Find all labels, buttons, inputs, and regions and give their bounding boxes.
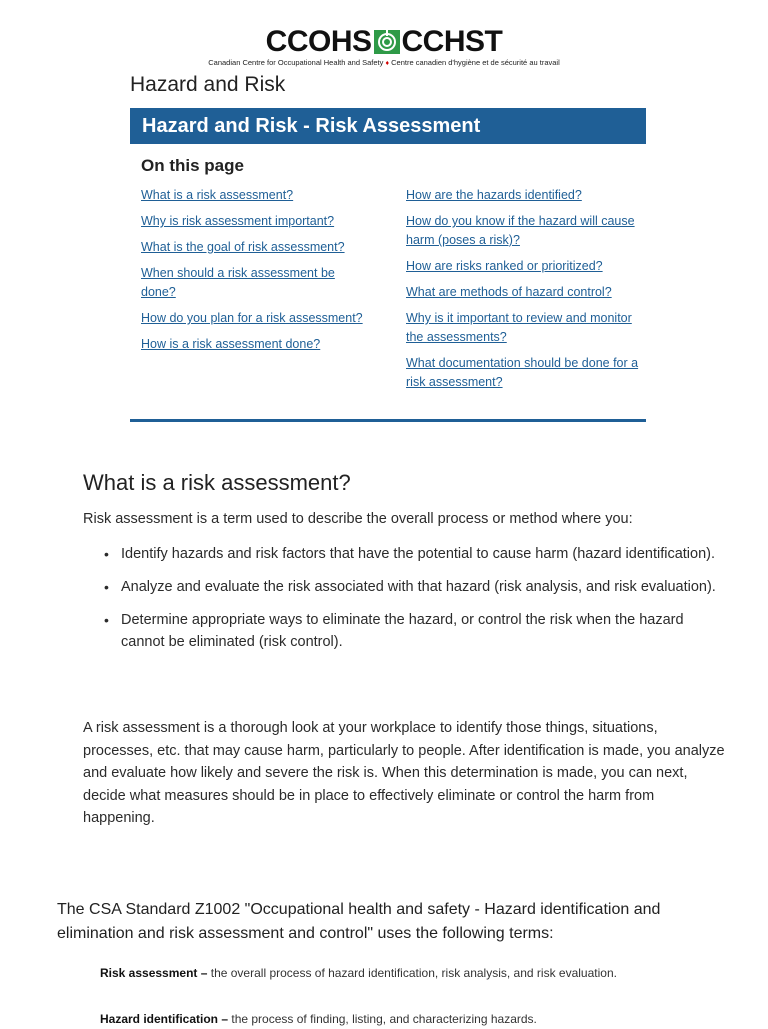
toc-link-why-important[interactable]: Why is risk assessment important? [141,214,335,228]
toc-link-documentation[interactable]: What documentation should be done for a risk assessment? [406,356,639,389]
toc-link-control-methods[interactable]: What are methods of hazard control? [406,285,612,299]
toc-link-hazards-identified[interactable]: How are the hazards identified? [406,188,582,202]
toc-divider [130,419,646,422]
term-definition [100,1010,620,1029]
term-definition [100,964,620,983]
section-paragraph: A risk assessment is a thorough look at your workplace to identify those things, situations, processes, etc. that may cause harm, particularly to people. After identification is made, you analyze and evaluate how likely and severe the risk is. When this determination is made, you can next, decide what measures should be in place to effectively eliminate or control the harm from happening. [83,720,725,826]
list-item: • Determine appropriate ways to eliminate the hazard, or control the risk when the hazard cannot be eliminated (risk control). [83,609,723,653]
logo-emblem-icon [374,30,400,54]
logo-subtitle-en: Canadian Centre for Occupational Health and Safety [208,58,384,67]
list-item: • Analyze and evaluate the risk associated with that hazard (risk analysis, and risk evaluation). [83,576,723,598]
maple-leaf-icon: ♦ [385,60,390,67]
logo-subtitle [0,58,768,67]
toc-link-what-is[interactable]: What is a risk assessment? [141,188,294,202]
toc-link-when[interactable]: When should a risk assessment be done? [141,266,335,299]
toc-left-column [141,186,371,361]
term-name: Hazard identification – [100,1012,229,1026]
site-logo[interactable] [0,27,768,67]
term-name: Risk assessment – [100,966,208,980]
toc-right-column [406,186,641,399]
logo-subtitle-fr: Centre canadien d'hygiène et de sécurité au travail [391,58,560,67]
logo-wordmark [0,27,768,57]
site-title: Hazard and Risk [130,73,286,96]
list-item: • Identify hazards and risk factors that have the potential to cause harm (hazard identification). [83,543,723,565]
toc-link-ranked[interactable]: How are risks ranked or prioritized? [406,259,603,273]
page-title: Hazard and Risk - Risk Assessment [130,108,646,144]
section-intro: Risk assessment is a term used to describe the overall process or method where you: [83,511,633,527]
section-heading: What is a risk assessment? [83,470,351,495]
toc-link-goal[interactable]: What is the goal of risk assessment? [141,240,345,254]
toc-link-how-done[interactable]: How is a risk assessment done? [141,337,321,351]
term-text: the overall process of hazard identification, risk analysis, and risk evaluation. [207,966,617,980]
on-this-page-heading: On this page [141,156,244,175]
logo-left-text: CCOHS [265,25,372,58]
risk-assessment-steps [83,543,723,664]
toc-link-review[interactable]: Why is it important to review and monitor the assessments? [406,311,632,344]
toc-link-plan[interactable]: How do you plan for a risk assessment? [141,311,363,325]
toc-link-poses-risk[interactable]: How do you know if the hazard will cause harm (poses a risk)? [406,214,635,247]
term-text: the process of finding, listing, and characterizing hazards. [228,1012,537,1026]
csa-standard-text: The CSA Standard Z1002 "Occupational health and safety - Hazard identification and elimination and risk assessment and control" uses the following terms: [57,901,661,942]
logo-right-text: CCHST [401,25,503,58]
